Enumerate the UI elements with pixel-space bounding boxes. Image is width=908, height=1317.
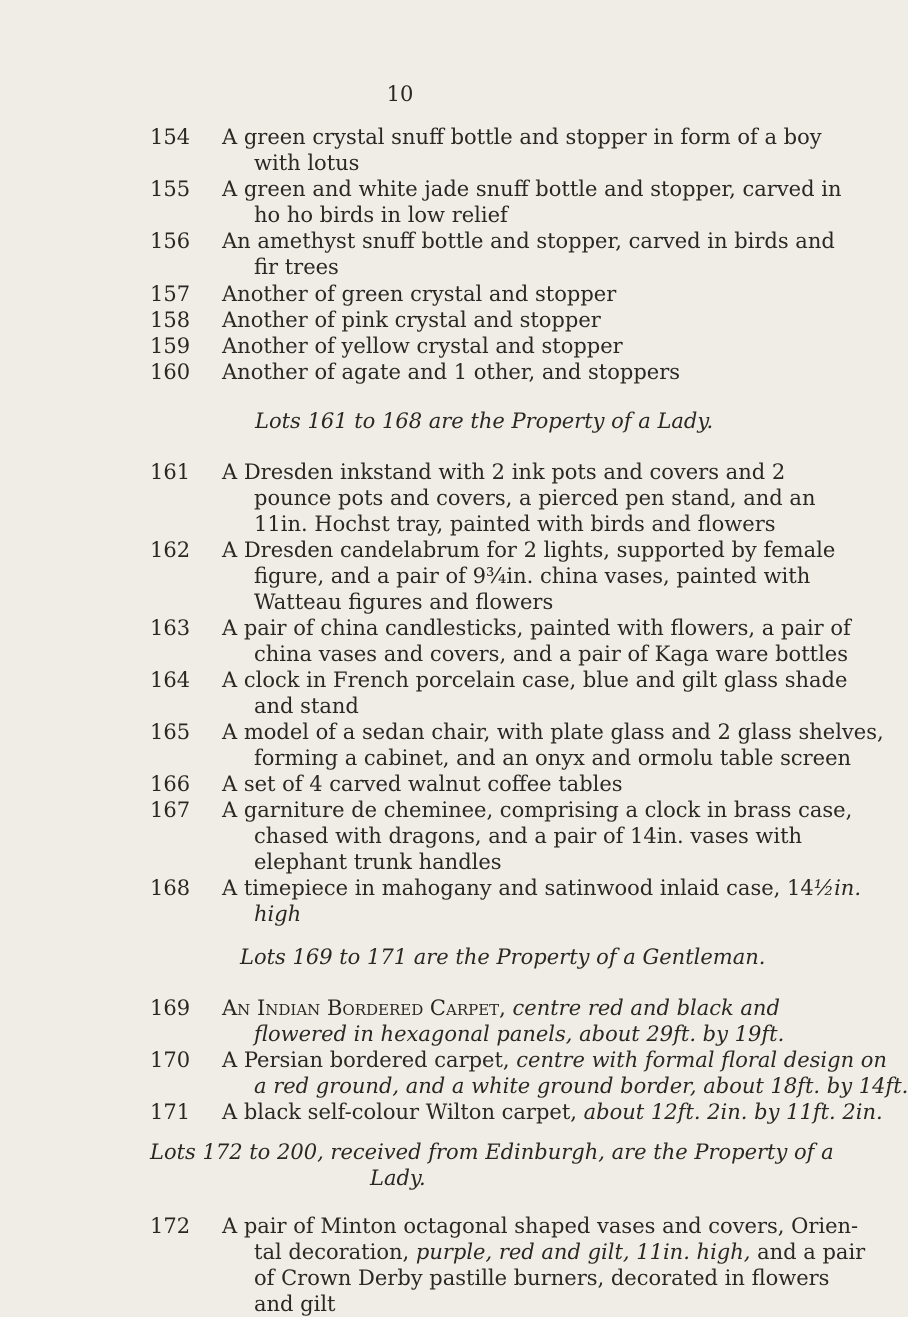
lot-number: 165 xyxy=(150,720,191,744)
lot-description-cont: chased with dragons, and a pair of 14in. vases with xyxy=(254,824,803,848)
lot-description-cont: and gilt xyxy=(254,1292,336,1316)
lot-description-cont: flowered in hexagonal panels, about 29ft. by 19ft. xyxy=(254,1022,785,1046)
lot-description-italic: centre with formal floral design on xyxy=(516,1048,887,1072)
lot-description-fraction: ½in. xyxy=(813,876,862,900)
section-heading-edinburgh-cont: Lady. xyxy=(370,1166,426,1190)
lot-description: Another of yellow crystal and stopper xyxy=(222,334,623,358)
lot-number: 162 xyxy=(150,538,191,562)
lot-number: 155 xyxy=(150,177,191,201)
lot-description-cont: ho ho birds in low relief xyxy=(254,203,508,227)
lot-description-cont: figure, and a pair of 9¾in. china vases, painted with xyxy=(254,564,811,588)
lot-number: 154 xyxy=(150,125,191,149)
lot-description-cont: china vases and covers, and a pair of Kaga ware bottles xyxy=(254,642,848,666)
lot-number: 158 xyxy=(150,308,191,332)
lot-number: 160 xyxy=(150,360,191,384)
lot-description: An amethyst snuff bottle and stopper, carved in birds and xyxy=(222,229,835,253)
lot-number: 164 xyxy=(150,668,191,692)
lot-description: A green crystal snuff bottle and stopper in form of a boy xyxy=(222,125,822,149)
lot-number: 166 xyxy=(150,772,191,796)
lot-description: A timepiece in mahogany and satinwood inlaid case, 14 xyxy=(222,876,814,900)
lot-description-italic: purple, red and gilt, 11in. high, xyxy=(415,1240,751,1264)
lot-description: A set of 4 carved walnut coffee tables xyxy=(222,772,623,796)
lot-description: A garniture de cheminee, comprising a clock in brass case, xyxy=(222,798,853,822)
lot-description-cont: high xyxy=(254,902,302,926)
section-heading-gentleman: Lots 169 to 171 are the Property of a Gentleman. xyxy=(240,945,766,969)
lot-number: 159 xyxy=(150,334,191,358)
lot-description-italic: about 12ft. 2in. by 11ft. 2in. xyxy=(583,1100,883,1124)
lot-description: A Dresden inkstand with 2 ink pots and covers and 2 xyxy=(222,460,786,484)
lot-description: A pair of china candlesticks, painted with flowers, a pair of xyxy=(222,616,851,640)
lot-description-cont: a red ground, and a white ground border, about 18ft. by 14ft. xyxy=(254,1074,908,1098)
lot-description: A Persian bordered carpet, xyxy=(222,1048,510,1072)
lot-description: A Dresden candelabrum for 2 lights, supported by female xyxy=(222,538,836,562)
lot-description: centre red and black and xyxy=(512,996,780,1020)
lot-number: 172 xyxy=(150,1214,191,1238)
lot-description: A clock in French porcelain case, blue and gilt glass shade xyxy=(222,668,848,692)
lot-number: 156 xyxy=(150,229,191,253)
lot-number: 168 xyxy=(150,876,191,900)
lot-title-caps: An Indian Bordered Carpet, xyxy=(222,996,506,1020)
lot-description-end: and a pair xyxy=(757,1240,866,1264)
lot-description-cont: tal decoration, xyxy=(254,1240,410,1264)
lot-description: Another of green crystal and stopper xyxy=(222,282,617,306)
lot-description: A black self-colour Wilton carpet, xyxy=(222,1100,577,1124)
lot-number: 161 xyxy=(150,460,191,484)
section-heading-lady: Lots 161 to 168 are the Property of a Lady. xyxy=(255,409,714,433)
page-number: 10 xyxy=(386,82,414,106)
lot-description-cont: pounce pots and covers, a pierced pen stand, and an xyxy=(254,486,816,510)
lot-description-cont: Watteau figures and flowers xyxy=(254,590,554,614)
section-heading-edinburgh: Lots 172 to 200, received from Edinburgh, are the Property of a xyxy=(150,1140,834,1164)
lot-number: 157 xyxy=(150,282,191,306)
lot-description: A pair of Minton octagonal shaped vases and covers, Orien- xyxy=(222,1214,859,1238)
lot-description-cont: with lotus xyxy=(254,151,360,175)
lot-number: 167 xyxy=(150,798,191,822)
lot-description: Another of pink crystal and stopper xyxy=(222,308,601,332)
lot-description: Another of agate and 1 other, and stoppers xyxy=(222,360,681,384)
lot-number: 171 xyxy=(150,1100,191,1124)
lot-description-cont: fir trees xyxy=(254,255,339,279)
lot-number: 169 xyxy=(150,996,191,1020)
lot-number: 163 xyxy=(150,616,191,640)
lot-description: A model of a sedan chair, with plate glass and 2 glass shelves, xyxy=(222,720,884,744)
lot-number: 170 xyxy=(150,1048,191,1072)
lot-description-cont: forming a cabinet, and an onyx and ormolu table screen xyxy=(254,746,852,770)
lot-description-cont: 11in. Hochst tray, painted with birds and flowers xyxy=(254,512,776,536)
lot-description-cont: of Crown Derby pastille burners, decorated in flowers xyxy=(254,1266,830,1290)
lot-description-cont: elephant trunk handles xyxy=(254,850,502,874)
lot-description-cont: and stand xyxy=(254,694,359,718)
lot-description: A green and white jade snuff bottle and stopper, carved in xyxy=(222,177,842,201)
